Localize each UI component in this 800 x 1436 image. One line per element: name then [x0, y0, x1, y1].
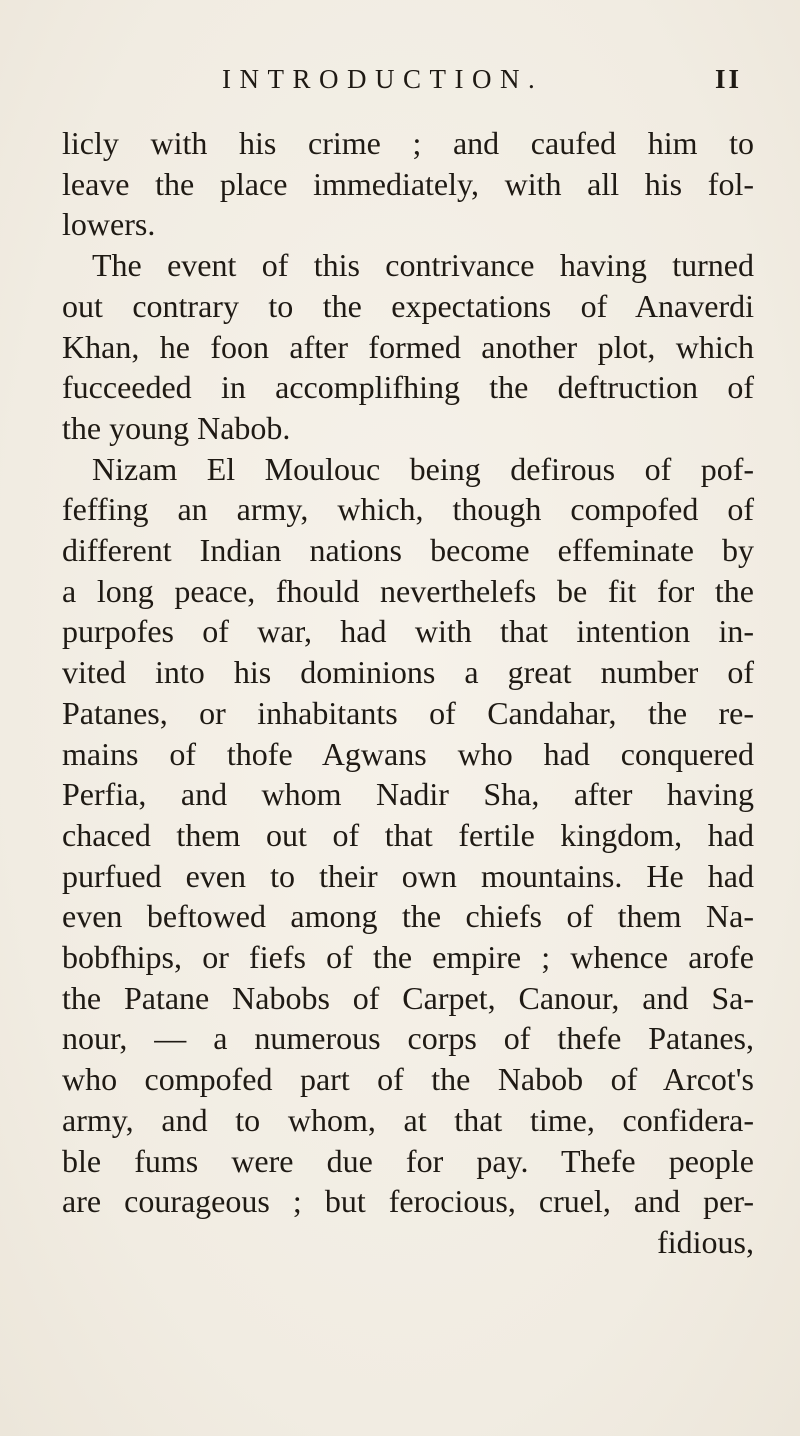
text-line: Khan, he foon after formed another plot, which [62, 329, 754, 365]
text-line: bobfhips, or fiefs of the empire ; whence arofe [62, 939, 754, 975]
text-line: even beftowed among the chiefs of them Na- [62, 898, 754, 934]
text-line: vited into his dominions a great number of [62, 654, 754, 690]
text-line: a long peace, fhould neverthelefs be fit for the [62, 573, 754, 609]
text-line: licly with his crime ; and caufed him to [62, 125, 754, 161]
text-line: army, and to whom, at that time, confidera- [62, 1102, 754, 1138]
text-line: who compofed part of the Nabob of Arcot's [62, 1061, 754, 1097]
text-line: lowers. [62, 206, 156, 242]
text-line: fucceeded in accomplifhing the deftruction of [62, 369, 754, 405]
text-line: ble fums were due for pay. Thefe people [62, 1143, 754, 1179]
text-line: out contrary to the expectations of Anaverdi [62, 288, 754, 324]
text-line: Nizam El Moulouc being defirous of pof- [92, 451, 754, 487]
text-line: purpofes of war, had with that intention in- [62, 613, 754, 649]
text-line: the young Nabob. [62, 410, 291, 446]
page-number: II [714, 64, 742, 94]
text-line: mains of thofe Agwans who had conquered [62, 736, 754, 772]
text-line: fidious, [657, 1224, 754, 1260]
text-line: the Patane Nabobs of Carpet, Canour, and Sa- [62, 980, 754, 1016]
running-head-title: INTRODUCTION. [222, 64, 544, 94]
text-line: leave the place immediately, with all his fol- [62, 166, 754, 202]
text-line: feffing an army, which, though compofed of [62, 491, 754, 527]
text-line: Patanes, or inhabitants of Candahar, the re- [62, 695, 754, 731]
running-head [222, 64, 742, 96]
text-line: nour, — a numerous corps of thefe Patanes, [62, 1020, 754, 1056]
text-line: The event of this contrivance having turned [92, 247, 754, 283]
text-line: Perfia, and whom Nadir Sha, after having [62, 776, 754, 812]
text-line: chaced them out of that fertile kingdom, had [62, 817, 754, 853]
text-line: are courageous ; but ferocious, cruel, and per- [62, 1183, 754, 1219]
text-line: purfued even to their own mountains. He had [62, 858, 754, 894]
text-line: different Indian nations become effeminate by [62, 532, 754, 568]
